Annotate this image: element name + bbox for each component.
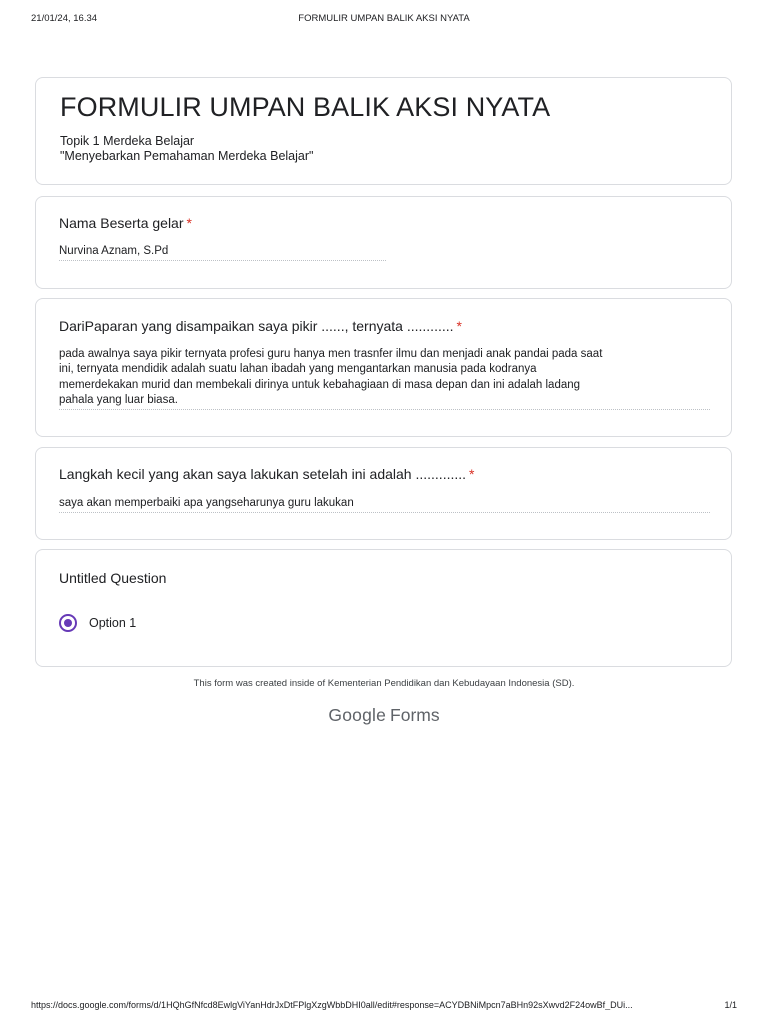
radio-option-label: Option 1 — [89, 616, 137, 630]
print-footer — [0, 1000, 768, 1012]
answer-field-name[interactable]: Nurvina Aznam, S.Pd — [59, 244, 386, 261]
answer-field-reflection[interactable] — [59, 347, 710, 410]
brand-google-text: Google — [328, 705, 387, 725]
form-title: FORMULIR UMPAN BALIK AKSI NYATA — [60, 92, 551, 122]
question-title — [59, 318, 462, 334]
answer-line: pahala yang luar biasa. — [59, 393, 178, 406]
answer-line: ini, ternyata mendidik adalah suatu lahan ibadah yang mengantarkan manusia pada kodranya — [59, 363, 537, 376]
question-title: Untitled Question — [59, 570, 167, 586]
form-description — [60, 134, 313, 164]
print-url: https://docs.google.com/forms/d/1HQhGfNfcd8EwlgViYanHdrJxDtFPlgXzgWbbDHI0all/edit#response=ACYDBNiMpcn7aBHn92sXwvd2F24owBf_DUi... — [31, 1000, 633, 1010]
form-description-line: Topik 1 Merdeka Belajar — [60, 134, 195, 148]
question-card-untitled — [35, 549, 732, 667]
print-page-title: FORMULIR UMPAN BALIK AKSI NYATA — [298, 13, 470, 24]
form-description-line: "Menyebarkan Pemahaman Merdeka Belajar" — [60, 149, 314, 163]
print-datetime: 21/01/24, 16.34 — [31, 13, 98, 24]
google-forms-logo[interactable] — [0, 705, 768, 726]
radio-option-1[interactable] — [59, 614, 136, 632]
form-header-card — [35, 77, 732, 185]
question-title — [59, 466, 475, 482]
required-asterisk: * — [186, 215, 192, 231]
form-origin-note: This form was created inside of Kementerian Pendidikan dan Kebudayaan Indonesia (SD). — [193, 678, 575, 689]
answer-line: memerdekakan murid dan membekali dirinya untuk kebahagiaan di masa depan dan ini adalah ladang — [59, 378, 581, 391]
radio-dot — [64, 619, 72, 627]
question-title — [59, 215, 192, 231]
answer-field-next-step[interactable]: saya akan memperbaiki apa yangseharunya guru lakukan — [59, 496, 710, 513]
question-card-name — [35, 196, 732, 289]
print-page-number: 1/1 — [724, 1000, 737, 1010]
question-card-reflection — [35, 298, 732, 437]
question-title-text: Langkah kecil yang akan saya lakukan setelah ini adalah ............. — [59, 466, 467, 482]
brand-forms-text: Forms — [390, 705, 440, 725]
radio-selected-icon[interactable] — [59, 614, 77, 632]
answer-line: pada awalnya saya pikir ternyata profesi guru hanya men trasnfer ilmu dan menjadi anak pandai pada saat — [59, 348, 603, 360]
question-card-next-step — [35, 447, 732, 540]
required-asterisk: * — [456, 318, 462, 334]
print-header — [0, 13, 768, 25]
required-asterisk: * — [469, 466, 475, 482]
question-title-text: Nama Beserta gelar — [59, 215, 184, 231]
question-title-text: DariPaparan yang disampaikan saya pikir ......, ternyata ............ — [59, 318, 454, 334]
